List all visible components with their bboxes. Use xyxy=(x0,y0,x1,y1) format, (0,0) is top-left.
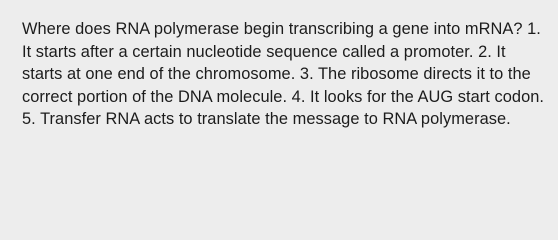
question-text: Where does RNA polymerase begin transcribing a gene into mRNA? 1. It starts after a certain nucleotide sequence called a promoter. 2. It starts at one end of the chromosome. 3. The ribosome directs it to the correct portion of the DNA molecule. 4. It looks for the AUG start codon. 5. Transfer RNA acts to translate the message to RNA polymerase. xyxy=(22,20,545,128)
